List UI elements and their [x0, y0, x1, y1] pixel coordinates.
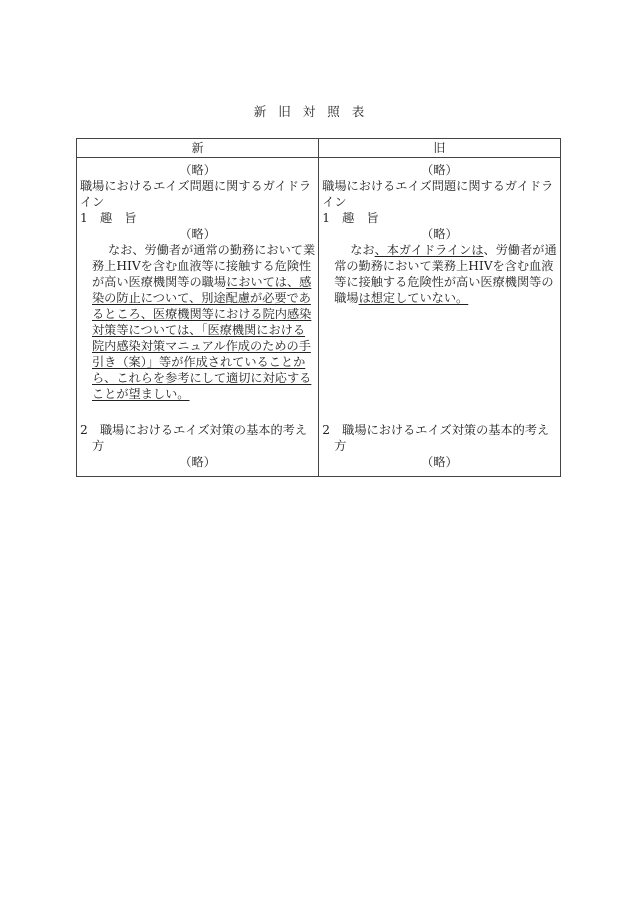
omitted-marker: （略）	[179, 455, 216, 469]
text-segment: なお	[350, 243, 375, 257]
comparison-table	[76, 138, 561, 477]
amended-text: 院内感染対策マニュアル作成のための手	[92, 339, 311, 353]
text-segment: 等に接触する危険性が高い医療機関等の	[334, 275, 554, 289]
paragraph-line	[322, 258, 556, 274]
paragraph-line	[80, 338, 315, 354]
omitted-marker: （略）	[179, 227, 216, 241]
amended-text: は想定していない。	[358, 291, 469, 305]
section-heading-cont: 方	[92, 439, 105, 453]
section-heading: 1 趣 旨	[80, 211, 137, 225]
amended-text: ら、これらを参考にして適切に対応する	[92, 371, 312, 385]
paragraph-line	[80, 258, 315, 274]
paragraph-line	[80, 386, 315, 402]
amended-text: るところ、医療機関等における院内感染	[92, 307, 312, 321]
omitted-marker: （略）	[421, 455, 458, 469]
amended-text: 染の防止について、別途配慮が必要であ	[92, 291, 311, 305]
section-heading: 1 趣 旨	[322, 211, 379, 225]
paragraph-line	[322, 274, 556, 290]
text-segment: 務上HIVを含む血液等に接触する危険性	[92, 259, 312, 273]
amended-text: ことが望ましい。	[92, 387, 190, 401]
amended-text: 対策等については、「医療機関における	[92, 323, 306, 337]
new-column	[77, 158, 319, 477]
paragraph-line	[80, 322, 315, 338]
section-heading: 2 職場におけるエイズ対策の基本的考え	[80, 423, 308, 437]
guideline-heading: 職場におけるエイズ問題に関するガイドラ	[80, 179, 312, 193]
text-segment: 職場	[334, 291, 359, 305]
paragraph-line	[80, 290, 315, 306]
amended-text: においては、感	[226, 275, 312, 289]
paragraph-line	[80, 242, 315, 258]
guideline-heading: 職場におけるエイズ問題に関するガイドラ	[322, 179, 554, 193]
column-header-old: 旧	[319, 139, 560, 158]
text-segment: が高い医療機関等の職場	[92, 275, 227, 289]
amended-text: 引き（案）」等が作成されていることか	[92, 355, 306, 369]
omitted-marker: （略）	[421, 227, 458, 241]
text-segment: 、労働者が通	[483, 243, 557, 257]
paragraph-line	[80, 354, 315, 370]
paragraph-line	[80, 370, 315, 386]
old-column	[319, 158, 560, 477]
section-heading-cont: 方	[334, 439, 347, 453]
paragraph-line	[80, 274, 315, 290]
guideline-heading: イン	[322, 195, 347, 209]
paragraph-line	[322, 242, 556, 258]
paragraph-line	[80, 306, 315, 322]
omitted-marker: （略）	[179, 163, 216, 177]
document-title: 新旧対照表	[253, 104, 377, 119]
paragraph-line	[322, 290, 556, 306]
column-header-new: 新	[77, 139, 319, 158]
text-segment: 常の勤務において業務上HIVを含む血液	[334, 259, 554, 273]
guideline-heading: イン	[80, 195, 105, 209]
section-heading: 2 職場におけるエイズ対策の基本的考え	[322, 423, 550, 437]
amended-text: 、本ガイドラインは	[374, 243, 484, 257]
omitted-marker: （略）	[421, 163, 458, 177]
text-segment: なお、労働者が通常の勤務において業	[108, 243, 316, 257]
